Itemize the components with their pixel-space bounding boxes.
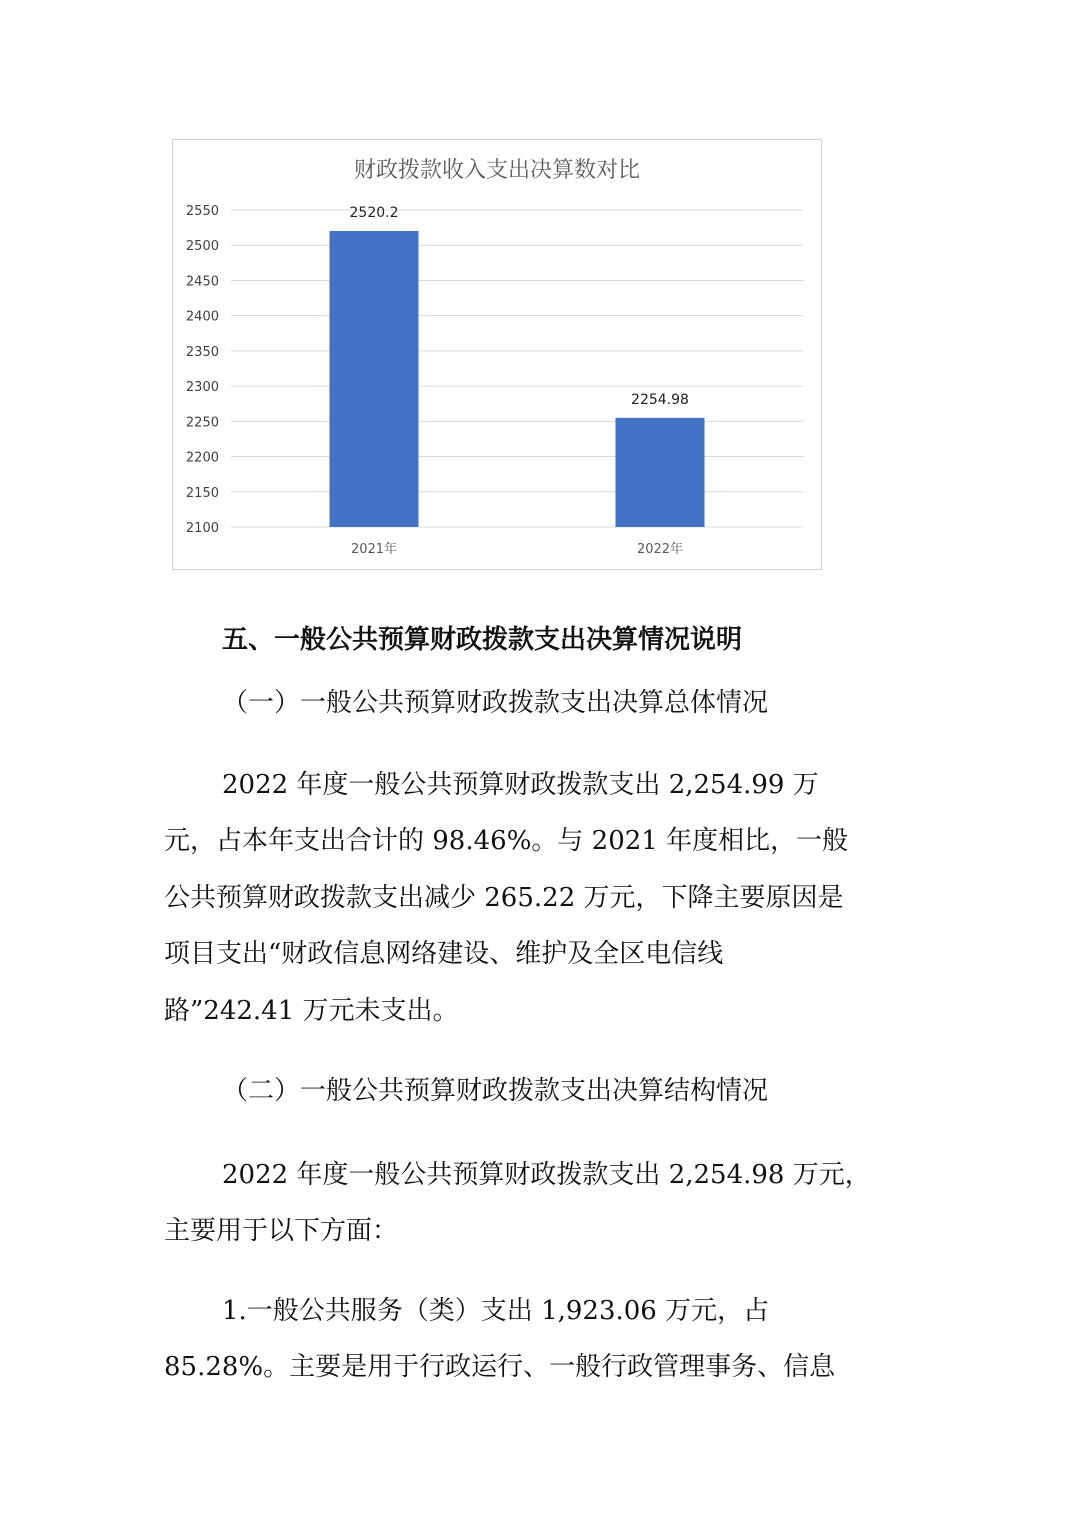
para2-line-1: 2022 年度一般公共预算财政拨款支出 2,254.98 万元， <box>222 1160 871 1190</box>
x-category-label: 2022年 <box>636 542 684 557</box>
para1-line-5: 路”242.41 万元未支出。 <box>164 996 459 1026</box>
section-5-heading: 五、一般公共预算财政拨款支出决算情况说明 <box>222 625 743 655</box>
x-category-label: 2021年 <box>350 542 398 557</box>
y-tick-label: 2450 <box>185 274 219 290</box>
data-label: 2254.98 <box>631 391 689 408</box>
subsection-2-heading: （二）一般公共预算财政拨款支出决算结构情况 <box>222 1076 769 1106</box>
y-tick-label: 2200 <box>185 450 219 466</box>
para1-line-2: 元，占本年支出合计的 98.46%。与 2021 年度相比，一般 <box>164 826 849 856</box>
para2-line-2: 主要用于以下方面： <box>164 1216 399 1246</box>
y-tick-label: 2300 <box>185 380 219 396</box>
bar-2022年 <box>616 418 705 527</box>
para3-line-1: 1.一般公共服务（类）支出 1,923.06 万元，占 <box>222 1296 770 1326</box>
y-tick-label: 2350 <box>185 344 219 360</box>
subsection-1-heading: （一）一般公共预算财政拨款支出决算总体情况 <box>222 688 769 718</box>
y-tick-label: 2550 <box>185 204 219 219</box>
y-tick-label: 2400 <box>185 309 219 325</box>
chart-canvas <box>173 140 821 569</box>
bar-chart <box>172 139 822 570</box>
y-tick-label: 2100 <box>185 521 219 536</box>
y-tick-label: 2500 <box>185 239 219 255</box>
data-label: 2520.2 <box>349 204 399 221</box>
y-tick-label: 2250 <box>185 415 219 431</box>
para3-line-2: 85.28%。主要是用于行政运行、一般行政管理事务、信息 <box>164 1352 836 1382</box>
bar-2021年 <box>330 231 419 527</box>
para1-line-1: 2022 年度一般公共预算财政拨款支出 2,254.99 万 <box>222 770 819 800</box>
chart-title: 财政拨款收入支出决算数对比 <box>353 158 641 183</box>
y-tick-label: 2150 <box>185 485 219 501</box>
para1-line-3: 公共预算财政拨款支出减少 265.22 万元，下降主要原因是 <box>164 883 844 913</box>
para1-line-4: 项目支出“财政信息网络建设、维护及全区电信线 <box>164 939 724 969</box>
